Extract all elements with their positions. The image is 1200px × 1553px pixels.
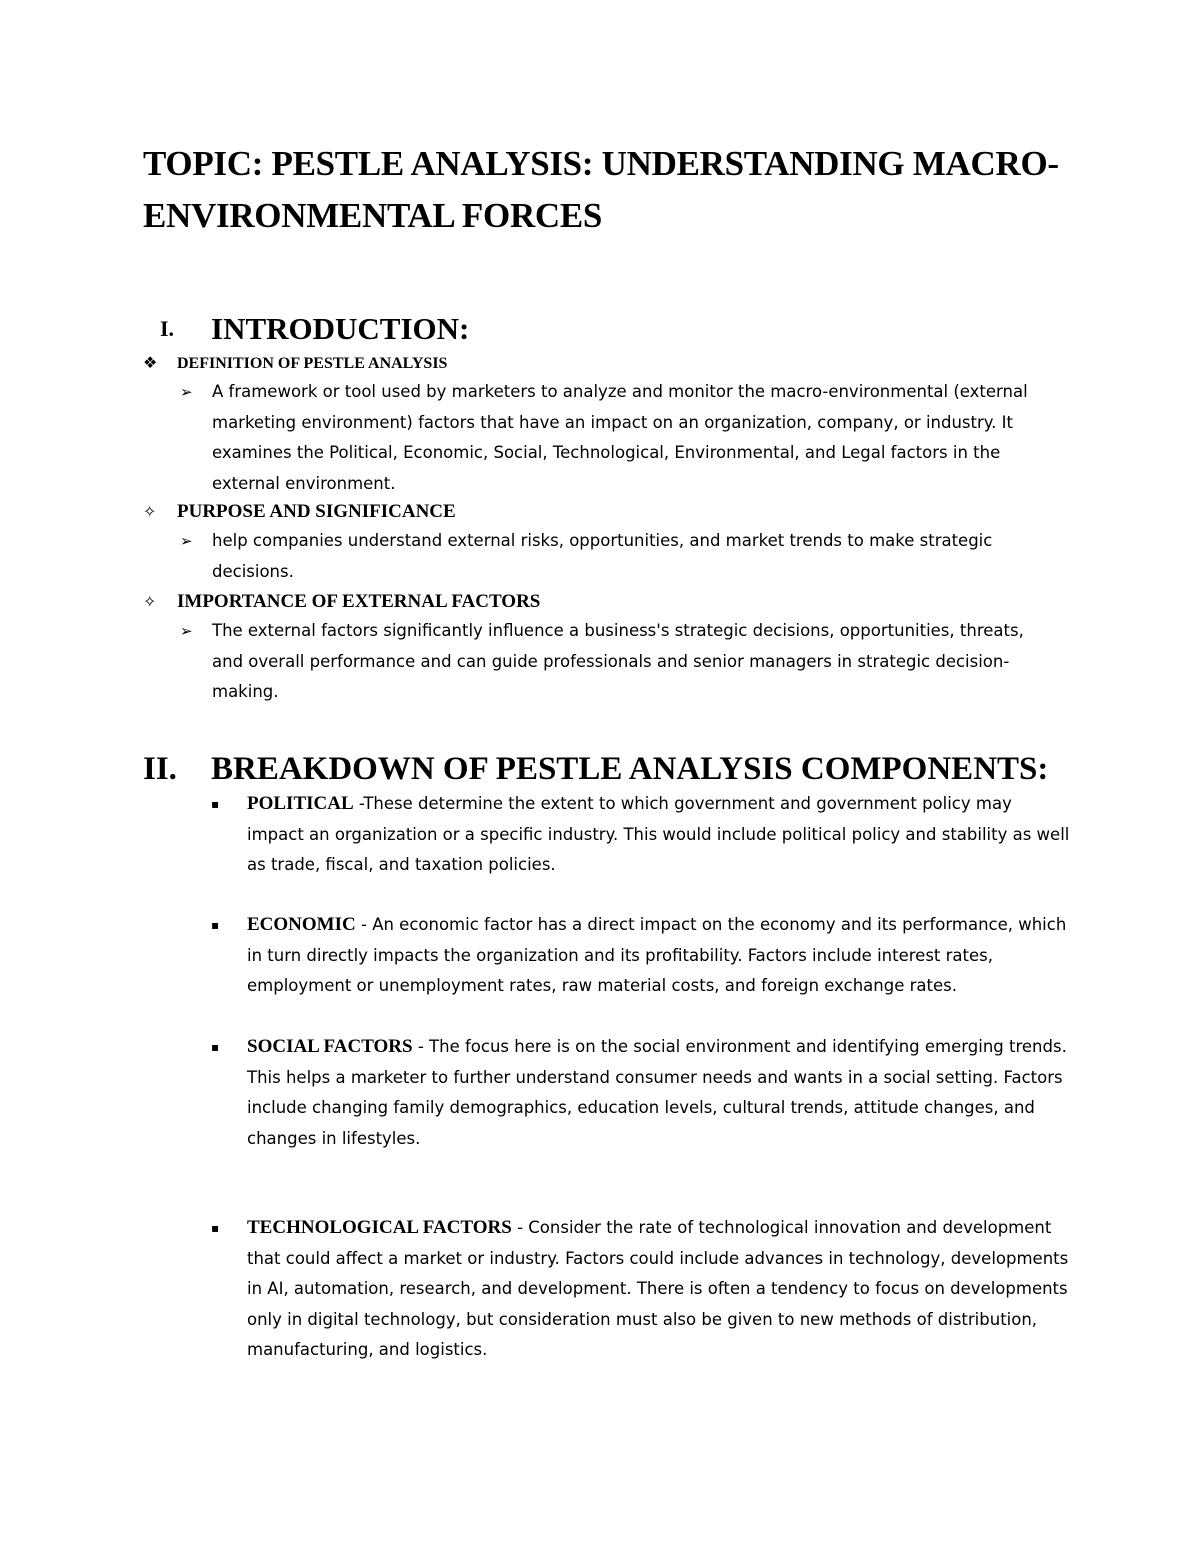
arrowhead-icon: ➢ [180,383,193,401]
component-economic [211,910,1071,1002]
component-text: An economic factor has a direct impact on the economy and its performance, which in turn directly impacts the organization and its profitability. Factors include interest rates, employment or unemployment rates, raw material costs, and foreign exchange rates. [247,915,1067,995]
subheading-definition [143,350,447,377]
four-diamond-icon: ✧ [143,592,157,611]
component-separator: - [511,1218,529,1237]
section-number: I. [160,316,175,341]
component-separator: - [412,1037,430,1056]
list-item-text: The external factors significantly influence a business's strategic decisions, opportunities, threats, and overall performance and can guide professionals and senior managers in strategic decision-making. [212,621,1024,701]
subheading-text: PURPOSE AND SIGNIFICANCE [177,501,456,522]
square-bullet-icon: ▪ [211,797,220,811]
component-political [211,789,1071,881]
subheading-importance [143,589,540,615]
arrowhead-icon: ➢ [180,532,193,550]
component-label: POLITICAL [247,793,354,814]
component-text: Consider the rate of technological innovation and development that could affect a market or industry. Factors could include advances in technology, developments in AI, automation, research, and development. There is often a tendency to focus on developments only in digital technology, but consideration must also be given to new methods of distribution, manufacturing, and logistics. [247,1218,1069,1359]
list-item [180,377,1060,499]
component-technological [211,1213,1071,1366]
subheading-text: DEFINITION OF PESTLE ANALYSIS [177,355,448,372]
component-label: ECONOMIC [247,914,356,935]
subheading-text: IMPORTANCE OF EXTERNAL FACTORS [177,591,541,612]
list-item-text: A framework or tool used by marketers to analyze and monitor the macro-environmental (external marketing environment) factors that have an impact on an organization, company, or industry. It examines the Political, Economic, Social, Technological, Environmental, and Legal factors in the external environment. [212,382,1028,493]
component-label: TECHNOLOGICAL FACTORS [247,1217,512,1238]
section-title: BREAKDOWN OF PESTLE ANALYSIS COMPONENTS: [211,751,1049,787]
section-title: INTRODUCTION: [211,311,470,346]
arrowhead-icon: ➢ [180,622,193,640]
four-diamond-icon: ✧ [143,502,157,521]
component-text: The focus here is on the social environment and identifying emerging trends. This helps a marketer to further understand consumer needs and wants in a social setting. Factors include changing family demographics, education levels, cultural trends, attitude changes, and changes in lifestyles. [247,1037,1067,1148]
square-bullet-icon: ▪ [211,1040,220,1054]
component-text: These determine the extent to which government and government policy may impact an organization or a specific industry. This would include political policy and stability as well as trade, fiscal, and taxation policies. [247,794,1070,874]
component-separator: - [355,915,373,934]
list-item [180,616,1060,708]
component-separator: - [353,794,364,813]
list-item-text: help companies understand external risks, opportunities, and market trends to make strategic decisions. [212,531,993,581]
section-number: II. [143,751,177,787]
document-title: TOPIC: PESTLE ANALYSIS: UNDERSTANDING MACRO-ENVIRONMENTAL FORCES [143,144,1059,235]
subheading-purpose [143,499,456,525]
square-bullet-icon: ▪ [211,1221,220,1235]
diamond-dots-icon: ❖ [143,353,158,372]
list-item [180,526,1060,587]
component-label: SOCIAL FACTORS [247,1036,413,1057]
square-bullet-icon: ▪ [211,918,220,932]
component-social [211,1032,1071,1154]
